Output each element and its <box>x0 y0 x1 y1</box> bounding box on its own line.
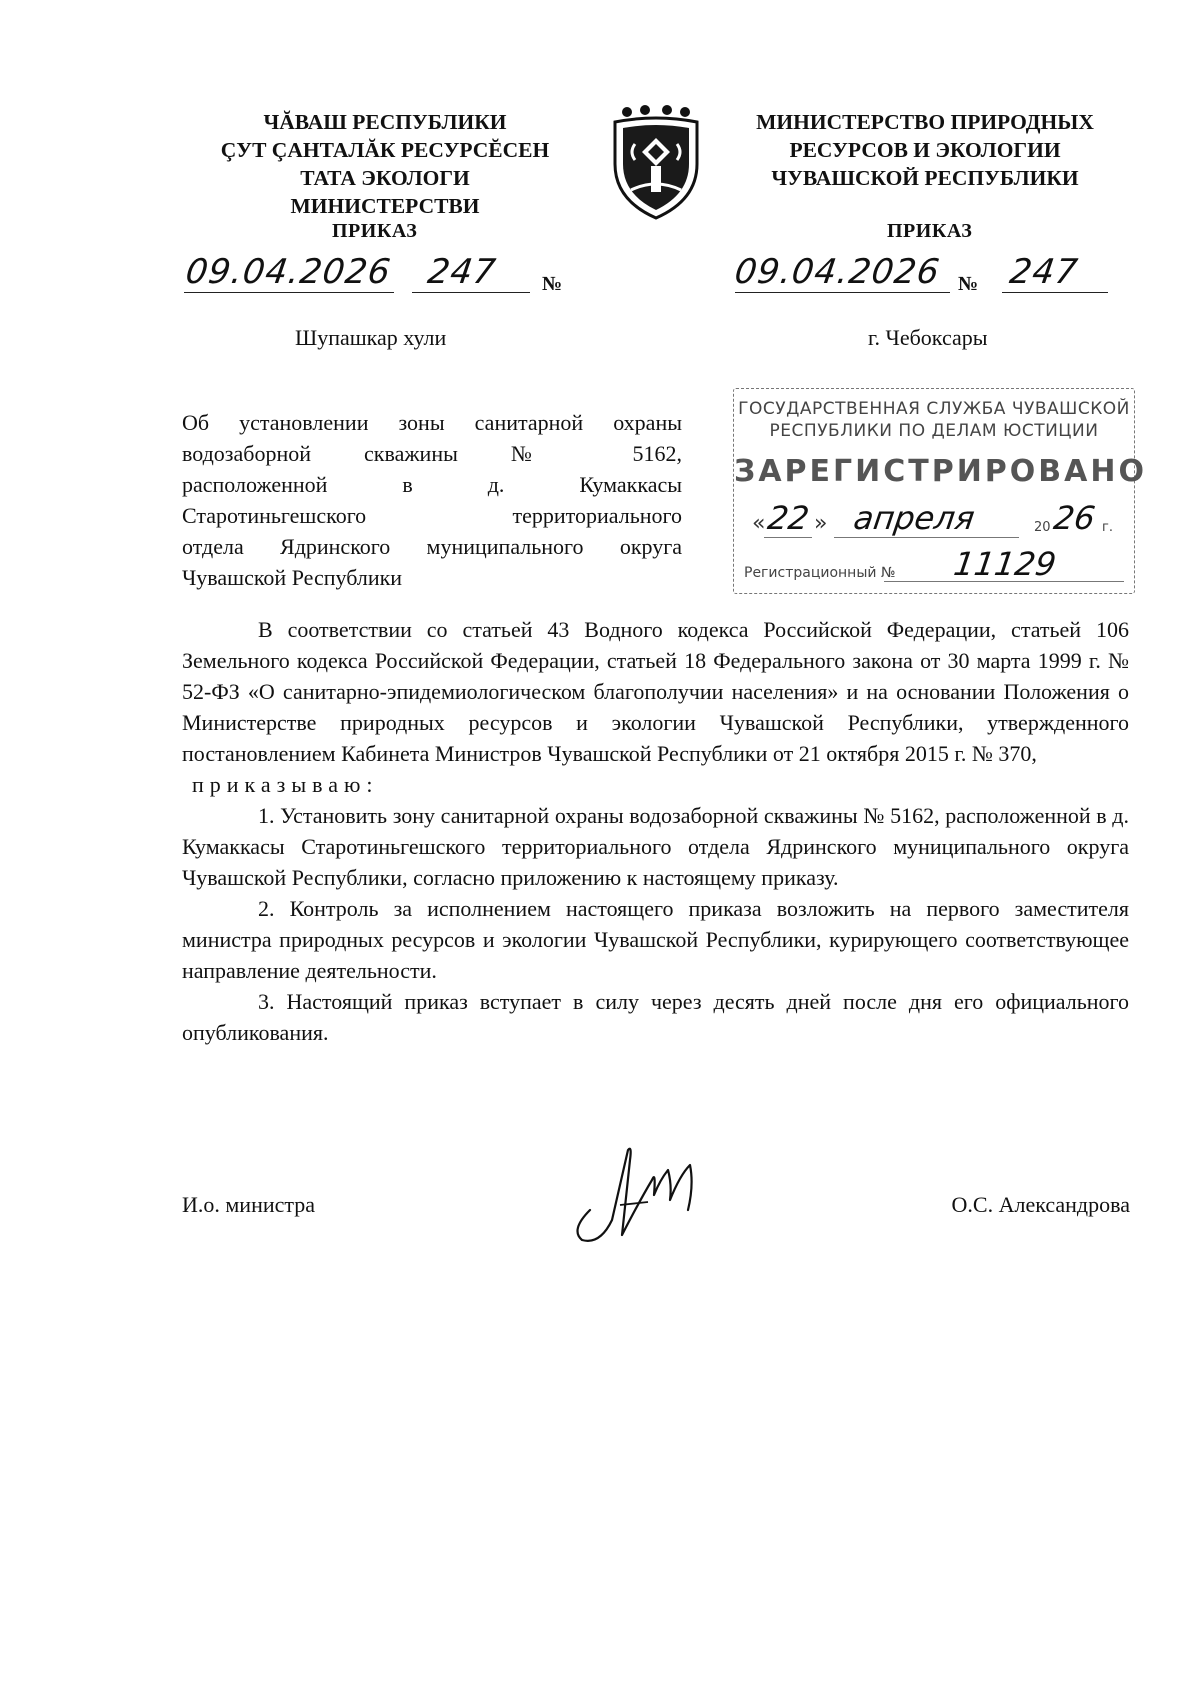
number-underline-right <box>1002 292 1108 293</box>
number-sign-right: № <box>958 273 979 295</box>
ministry-name-russian <box>735 108 1115 192</box>
title-line: водозаборной скважины № 5162, <box>182 441 682 466</box>
title-line: Старотиньгешского территориального <box>182 503 682 528</box>
order-number-left: 247 <box>425 252 499 292</box>
prikaz-label-right: ПРИКАЗ <box>887 220 973 242</box>
header-right-line: МИНИСТЕРСТВО ПРИРОДНЫХ <box>756 110 1094 134</box>
prikaz-label-left: ПРИКАЗ <box>332 220 418 242</box>
stamp-agency-line1: ГОСУДАРСТВЕННАЯ СЛУЖБА ЧУВАШСКОЙ <box>738 399 1130 419</box>
stamp-quote-open: « <box>752 511 766 536</box>
stamp-day: 22 <box>765 499 812 537</box>
stamp-year-letter: г. <box>1102 520 1113 535</box>
stamp-reg-number: 11129 <box>951 545 1059 583</box>
stamp-year-prefix: 20 <box>1034 520 1051 535</box>
date-underline-right <box>735 292 950 293</box>
order-date-left: 09.04.2026 <box>183 252 394 292</box>
signature-graphic <box>560 1140 730 1250</box>
stamp-month: апреля <box>851 499 977 537</box>
number-sign-left: № <box>542 273 563 295</box>
title-line: отдела Ядринского муниципального округа <box>182 534 682 559</box>
order-item-3: 3. Настоящий приказ вступает в силу через десять дней после дня его официального опубликования. <box>182 989 1129 1045</box>
order-item-1: 1. Установить зону санитарной охраны водозаборной скважины № 5162, расположенной в д. Кумаккасы Старотиньгешского территориального отдела Ядринского муниципального округа Чувашской Республики, согласно приложению к настоящему приказу. <box>182 803 1129 890</box>
chuvash-emblem-icon <box>605 104 707 222</box>
stamp-agency-line2: РЕСПУБЛИКИ ПО ДЕЛАМ ЮСТИЦИИ <box>769 421 1099 441</box>
header-right-line: РЕСУРСОВ И ЭКОЛОГИИ <box>789 138 1061 162</box>
title-line: Чувашской Республики <box>182 565 403 590</box>
order-number-right: 247 <box>1007 252 1081 292</box>
stamp-registered: ЗАРЕГИСТРИРОВАНО <box>734 454 1147 489</box>
order-title <box>182 407 682 593</box>
header-left-line: ЧĂВАШ РЕСПУБЛИКИ <box>263 110 507 134</box>
title-line: расположенной в д. Кумаккасы <box>182 472 682 497</box>
stamp-day-line <box>764 537 812 538</box>
order-word: приказываю: <box>192 772 379 797</box>
registration-stamp <box>733 388 1147 594</box>
stamp-quote-close: » <box>814 511 828 536</box>
number-underline-left <box>412 292 530 293</box>
header-left-line: ТАТА ЭКОЛОГИ МИНИСТЕРСТВИ <box>290 166 480 218</box>
title-line: Об установлении зоны санитарной охраны <box>182 410 682 435</box>
stamp-reg-line <box>884 581 1124 582</box>
place-chuvash: Шупашкар хули <box>295 325 447 350</box>
stamp-reg-label: Регистрационный № <box>744 565 896 581</box>
order-item-2: 2. Контроль за исполнением настоящего приказа возложить на первого заместителя министра природных ресурсов и экологии Чувашской Республики, курирующего соответствующее направление деятельности. <box>182 896 1129 983</box>
date-underline-left <box>184 292 394 293</box>
header-left-line: ÇУТ ÇАНТАЛĂК РЕСУРСĔСЕН <box>220 138 550 162</box>
signatory-position: И.о. министра <box>182 1192 316 1217</box>
stamp-month-line <box>834 537 1019 538</box>
order-date-right: 09.04.2026 <box>732 252 943 292</box>
preamble-paragraph: В соответствии со статьей 43 Водного кодекса Российской Федерации, статьей 106 Земельного кодекса Российской Федерации, статьей 18 Федерального закона от 30 марта 1999 г. № 52-ФЗ «О санитарно-эпидемиологическом благополучии населения» и на основании Положения о Министерстве природных ресурсов и экологии Чувашской Республики, утвержденного постановлением Кабинета Министров Чувашской Республики от 21 октября 2015 г. № 370, <box>182 617 1129 766</box>
order-body <box>182 614 1129 1048</box>
signatory-name: О.С. Александрова <box>951 1192 1130 1217</box>
header-right-line: ЧУВАШСКОЙ РЕСПУБЛИКИ <box>771 166 1079 190</box>
ministry-name-chuvash <box>205 108 565 220</box>
stamp-year-suffix: 26 <box>1051 499 1098 537</box>
place-russian: г. Чебоксары <box>868 325 988 350</box>
